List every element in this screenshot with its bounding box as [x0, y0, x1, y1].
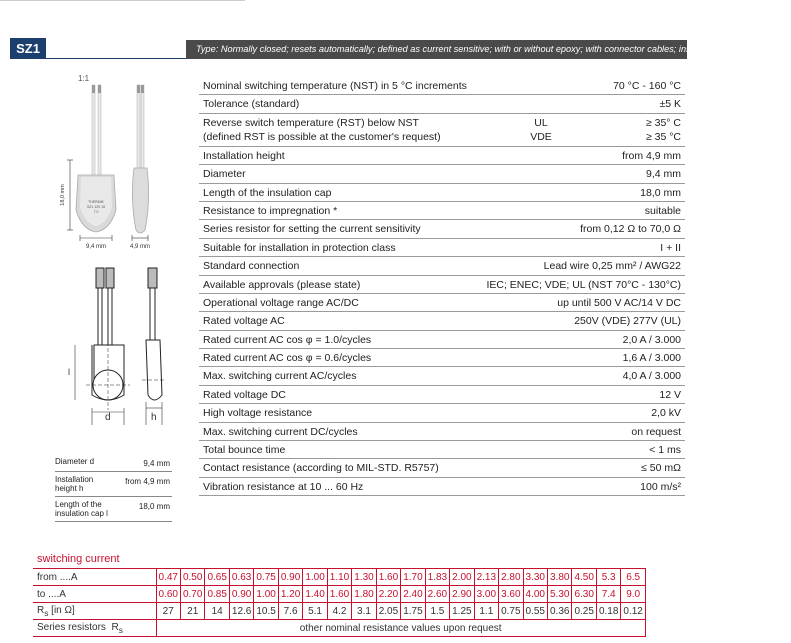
spec-label: Rated voltage DC	[203, 388, 286, 401]
spec-label: Rated voltage AC	[203, 315, 285, 328]
spec-value: from 0,12 Ω to 70,0 Ω	[580, 223, 681, 236]
from-cell: 2.00	[450, 569, 474, 586]
res-cell: 1.1	[474, 603, 498, 620]
spec-value: suitable	[644, 204, 681, 217]
spec-row	[199, 404, 685, 422]
series-note: other nominal resistance values upon request	[156, 620, 645, 637]
to-cell: 5.30	[548, 586, 572, 603]
res-cell: 5.1	[303, 603, 327, 620]
spec-label: Max. switching current DC/cycles	[203, 425, 358, 438]
switching-current-table	[33, 568, 646, 637]
marking-line-2: SZ1 120 15	[86, 205, 106, 209]
spec-row	[199, 147, 685, 165]
from-cell: 0.65	[205, 569, 229, 586]
spec-row	[199, 220, 685, 238]
side-view-photo	[132, 85, 148, 233]
spec-row	[199, 349, 685, 367]
from-cell: 4.50	[572, 569, 596, 586]
spec-label: Nominal switching temperature (NST) in 5 °C increments	[203, 80, 467, 92]
width1-label: 9,4 mm	[85, 244, 107, 250]
to-cell: 1.20	[278, 586, 302, 603]
from-cell: 0.63	[229, 569, 253, 586]
to-cell: 0.90	[229, 586, 253, 603]
switching-current-title: switching current	[37, 553, 120, 565]
res-cell: 1.25	[450, 603, 474, 620]
spec-label: Reverse switch temperature (RST) below NST (defined RST is possible at the customer's request)	[203, 116, 441, 143]
spec-row	[199, 367, 685, 385]
to-label: to ....A	[33, 586, 156, 603]
width2-label: 4,9 mm	[129, 244, 151, 250]
res-cell: 1.5	[425, 603, 449, 620]
from-cell: 3.80	[548, 569, 572, 586]
spec-row	[199, 114, 685, 147]
spec-value: 100 m/s²	[640, 480, 681, 493]
spec-label: Length of the insulation cap	[203, 186, 332, 199]
spec-value: IEC; ENEC; VDE; UL (NST 70°C - 130°C)	[486, 278, 681, 291]
res-cell: 3.1	[352, 603, 376, 620]
spec-value: on request	[631, 425, 681, 438]
technical-drawing-front	[86, 268, 130, 410]
to-cell: 2.40	[401, 586, 425, 603]
to-cell: 1.00	[254, 586, 278, 603]
top-rule	[0, 0, 245, 1]
spec-row	[199, 331, 685, 349]
dimension-row: Installation height h from 4,9 mm	[55, 472, 172, 497]
to-cell: 2.60	[425, 586, 449, 603]
specification-table	[199, 77, 685, 496]
spec-value: 2,0 A / 3.000	[622, 333, 681, 346]
from-cell: 0.75	[254, 569, 278, 586]
res-cell: 14	[205, 603, 229, 620]
marking-line-3: 7.0	[93, 210, 99, 214]
to-cell: 0.85	[205, 586, 229, 603]
res-cell: 10.5	[254, 603, 278, 620]
from-cell: 0.90	[278, 569, 302, 586]
res-cell: 21	[180, 603, 204, 620]
res-cell: 4.2	[327, 603, 351, 620]
to-cell: 1.60	[327, 586, 351, 603]
marking-line-1: THERMIK	[88, 200, 104, 204]
spec-value: ≤ 50 mΩ	[641, 462, 681, 475]
spec-value: ±5 K	[659, 98, 681, 111]
to-cell: 3.00	[474, 586, 498, 603]
product-tag: SZ1	[10, 38, 46, 59]
to-cell: 9.0	[621, 586, 645, 603]
spec-row	[199, 165, 685, 183]
resistance-label: $R_s$ [in Ω]	[33, 603, 156, 620]
spec-row	[199, 441, 685, 459]
spec-value: 70 °C - 160 °C	[613, 80, 681, 92]
from-cell: 2.13	[474, 569, 498, 586]
spec-label: Series resistor for setting the current sensitivity	[203, 223, 421, 236]
to-cell: 0.60	[156, 586, 180, 603]
spec-value: 12 V	[659, 388, 681, 401]
spec-value: 9,4 mm	[645, 168, 681, 181]
spec-value: 18,0 mm	[640, 186, 681, 199]
spec-value: up until 500 V AC/14 V DC	[557, 296, 681, 309]
spec-row	[199, 276, 685, 294]
spec-row	[199, 239, 685, 257]
spec-label: Total bounce time	[203, 444, 286, 457]
spec-label: Tolerance (standard)	[203, 98, 300, 111]
height-label: 18,0 mm	[60, 184, 66, 206]
spec-label: Suitable for installation in protection class	[203, 241, 396, 254]
spec-label: Resistance to impregnation *	[203, 204, 338, 217]
dimension-row: Diameter d 9,4 mm	[55, 454, 172, 472]
spec-row	[199, 294, 685, 312]
spec-row	[199, 202, 685, 220]
from-cell: 5.3	[596, 569, 620, 586]
spec-label: Operational voltage range AC/DC	[203, 296, 359, 309]
spec-row	[199, 459, 685, 477]
spec-row	[199, 386, 685, 404]
spec-label: High voltage resistance	[203, 407, 313, 420]
to-cell: 0.70	[180, 586, 204, 603]
spec-row	[199, 184, 685, 202]
label-d: d	[105, 412, 111, 423]
dimension-table	[55, 454, 172, 522]
from-cell: 6.5	[621, 569, 645, 586]
from-cell: 1.60	[376, 569, 400, 586]
to-cell: 2.90	[450, 586, 474, 603]
technical-drawing-side	[142, 268, 165, 400]
from-cell: 1.10	[327, 569, 351, 586]
spec-label: Installation height	[203, 149, 285, 162]
spec-label: Available approvals (please state)	[203, 278, 361, 291]
spec-label: Vibration resistance at 10 ... 60 Hz	[203, 480, 364, 493]
spec-value: 4,0 A / 3.000	[622, 370, 681, 383]
spec-row	[199, 312, 685, 330]
spec-value: ≥ 35° C ≥ 35 °C	[645, 116, 681, 143]
from-cell: 1.00	[303, 569, 327, 586]
dimension-row: Length of the insulation cap l 18,0 mm	[55, 497, 172, 522]
spec-value: 1,6 A / 3.000	[622, 352, 681, 365]
spec-label: Standard connection	[203, 260, 300, 273]
from-cell: 0.47	[156, 569, 180, 586]
from-cell: 3.30	[523, 569, 547, 586]
spec-value: < 1 ms	[649, 444, 681, 457]
to-cell: 6.30	[572, 586, 596, 603]
to-cell: 1.80	[352, 586, 376, 603]
res-cell: 2.05	[376, 603, 400, 620]
from-cell: 0.50	[180, 569, 204, 586]
to-cell: 4.00	[523, 586, 547, 603]
res-cell: 27	[156, 603, 180, 620]
label-h: h	[151, 412, 157, 423]
from-cell: 1.70	[401, 569, 425, 586]
spec-value: 250V (VDE) 277V (UL)	[574, 315, 681, 328]
res-cell: 12.6	[229, 603, 253, 620]
res-cell: 0.75	[499, 603, 523, 620]
res-cell: 0.18	[596, 603, 620, 620]
res-cell: 0.36	[548, 603, 572, 620]
type-description: Type: Normally closed; resets automatically; defined as current sensitive; with or without epoxy; with connector cables; insulation: Mylar®-Nomex®	[186, 40, 687, 59]
spec-value: I + II	[660, 241, 681, 254]
spec-value: Lead wire 0,25 mm² / AWG22	[543, 260, 681, 273]
res-cell: 7.6	[278, 603, 302, 620]
from-cell: 1.30	[352, 569, 376, 586]
spec-row	[199, 423, 685, 441]
spec-label: Max. switching current AC/cycles	[203, 370, 357, 383]
to-cell: 7.4	[596, 586, 620, 603]
spec-value: 2,0 kV	[651, 407, 681, 420]
to-cell: 3.60	[499, 586, 523, 603]
res-cell: 0.55	[523, 603, 547, 620]
res-cell: 0.12	[621, 603, 645, 620]
spec-row	[199, 95, 685, 113]
spec-row	[199, 77, 685, 95]
spec-standard: UL VDE	[530, 116, 552, 143]
to-cell: 2.20	[376, 586, 400, 603]
res-cell: 1.75	[401, 603, 425, 620]
scale-label: 1:1	[78, 74, 90, 83]
spec-label: Rated current AC cos φ = 1.0/cycles	[203, 333, 372, 346]
spec-value: from 4,9 mm	[622, 149, 681, 162]
to-cell: 1.40	[303, 586, 327, 603]
spec-label: Diameter	[203, 168, 246, 181]
spec-label: Contact resistance (according to MIL-STD. R5757)	[203, 462, 439, 475]
from-cell: 2.80	[499, 569, 523, 586]
res-cell: 0.25	[572, 603, 596, 620]
spec-label: Rated current AC cos φ = 0.6/cycles	[203, 352, 372, 365]
product-drawing	[50, 80, 185, 440]
from-label: from ....A	[33, 569, 156, 586]
from-cell: 1.83	[425, 569, 449, 586]
spec-row	[199, 257, 685, 275]
spec-row	[199, 478, 685, 496]
series-resistors-label: Series resistors $R_s$	[33, 620, 156, 637]
label-l: l	[68, 367, 70, 377]
